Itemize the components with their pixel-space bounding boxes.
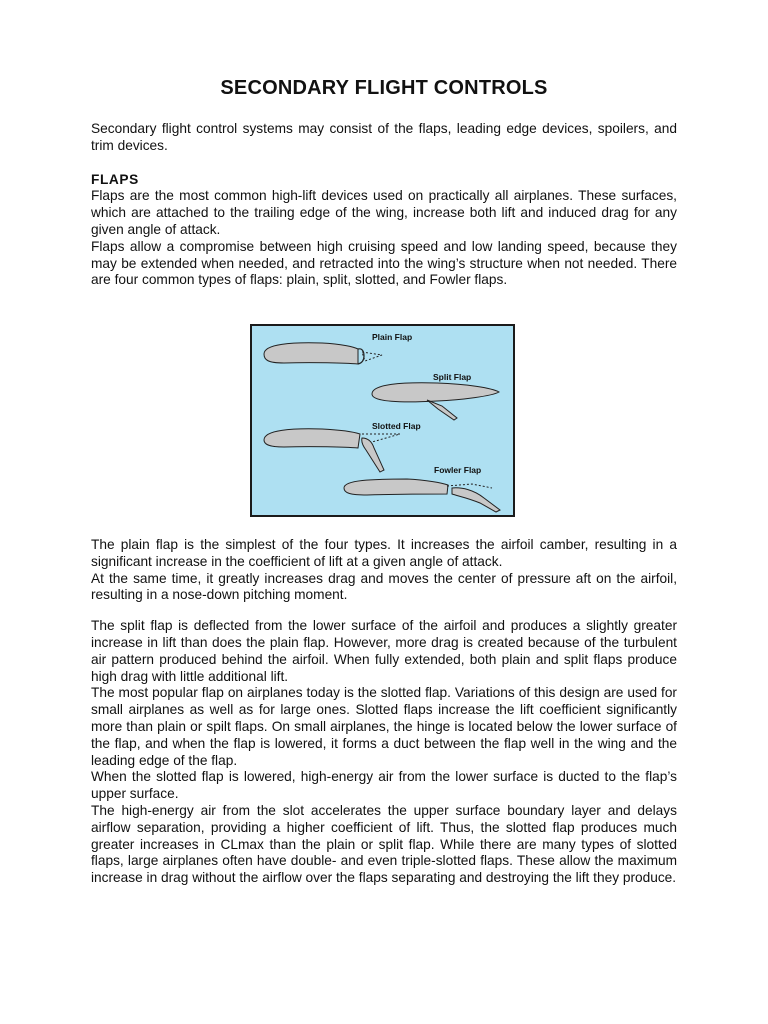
body-text (91, 537, 677, 887)
plain-flap-paragraph: The plain flap is the simplest of the four types. It increases the airfoil camber, resulting in a significant increase in the coefficient of lift at a given angle of attack. (91, 537, 677, 569)
slotted-flap-lowered-paragraph: When the slotted flap is lowered, high-energy air from the lower surface is ducted to the flap’s upper surface. (91, 769, 677, 802)
plain-flap-label: Plain Flap (372, 332, 413, 342)
split-flap-paragraph: The split flap is deflected from the lower surface of the airfoil and produces a slightly greater increase in lift than does the plain flap. However, more drag is created because of the turbulent air pattern produced behind the airfoil. When fully extended, both plain and split flaps produce high drag with little additional lift. (91, 618, 677, 684)
split-flap-airfoil (372, 372, 499, 420)
page-title: SECONDARY FLIGHT CONTROLS (220, 77, 548, 99)
slotted-flap-airfoil (264, 421, 421, 472)
flaps-paragraph: Flaps allow a compromise between high cruising speed and low landing speed, because they may be extended when needed, and retracted into the wing’s structure when not needed. There are four common types of flaps: plain, split, slotted, and Fowler flaps. (91, 238, 677, 288)
intro-paragraph: Secondary flight control systems may consist of the flaps, leading edge devices, spoilers, and trim devices. (91, 121, 677, 153)
slotted-flap-label: Slotted Flap (372, 421, 421, 431)
split-flap-label: Split Flap (433, 372, 472, 382)
plain-flap-drag-paragraph: At the same time, it greatly increases drag and moves the center of pressure aft on the airfoil, resulting in a nose-down pitching moment. (91, 570, 677, 603)
slotted-flap-paragraph: The most popular flap on airplanes today is the slotted flap. Variations of this design are used for small airplanes as well as for large ones. Slotted flaps increase the lift coefficient significantly more than plain or spilt flaps. On small airplanes, the hinge is located below the lower surface of the flap, and when the flap is lowered, it forms a duct between the flap well in the wing and the leading edge of the flap. (91, 685, 677, 768)
fowler-flap-label: Fowler Flap (434, 465, 482, 475)
section-heading-flaps: FLAPS (91, 171, 139, 187)
document-page (91, 76, 677, 289)
plain-flap-airfoil (264, 332, 412, 364)
flap-diagram (252, 326, 517, 519)
flaps-paragraph: Flaps are the most common high-lift devices used on practically all airplanes. These surfaces, which are attached to the trailing edge of the wing, increase both lift and induced drag for any given angle of attack. (91, 188, 677, 237)
figure-panel (250, 324, 515, 517)
flap-types-figure (250, 324, 515, 517)
high-energy-air-paragraph: The high-energy air from the slot accelerates the upper surface boundary layer and delays airflow separation, providing a higher coefficient of lift. Thus, the slotted flap produces much greater increases in CLmax than the plain or split flap. While there are many types of slotted flaps, large airplanes often have double- and even triple-slotted flaps. These allow the maximum increase in drag without the airflow over the flaps separating and destroying the lift they produce. (91, 802, 677, 886)
fowler-flap-airfoil (344, 465, 500, 512)
